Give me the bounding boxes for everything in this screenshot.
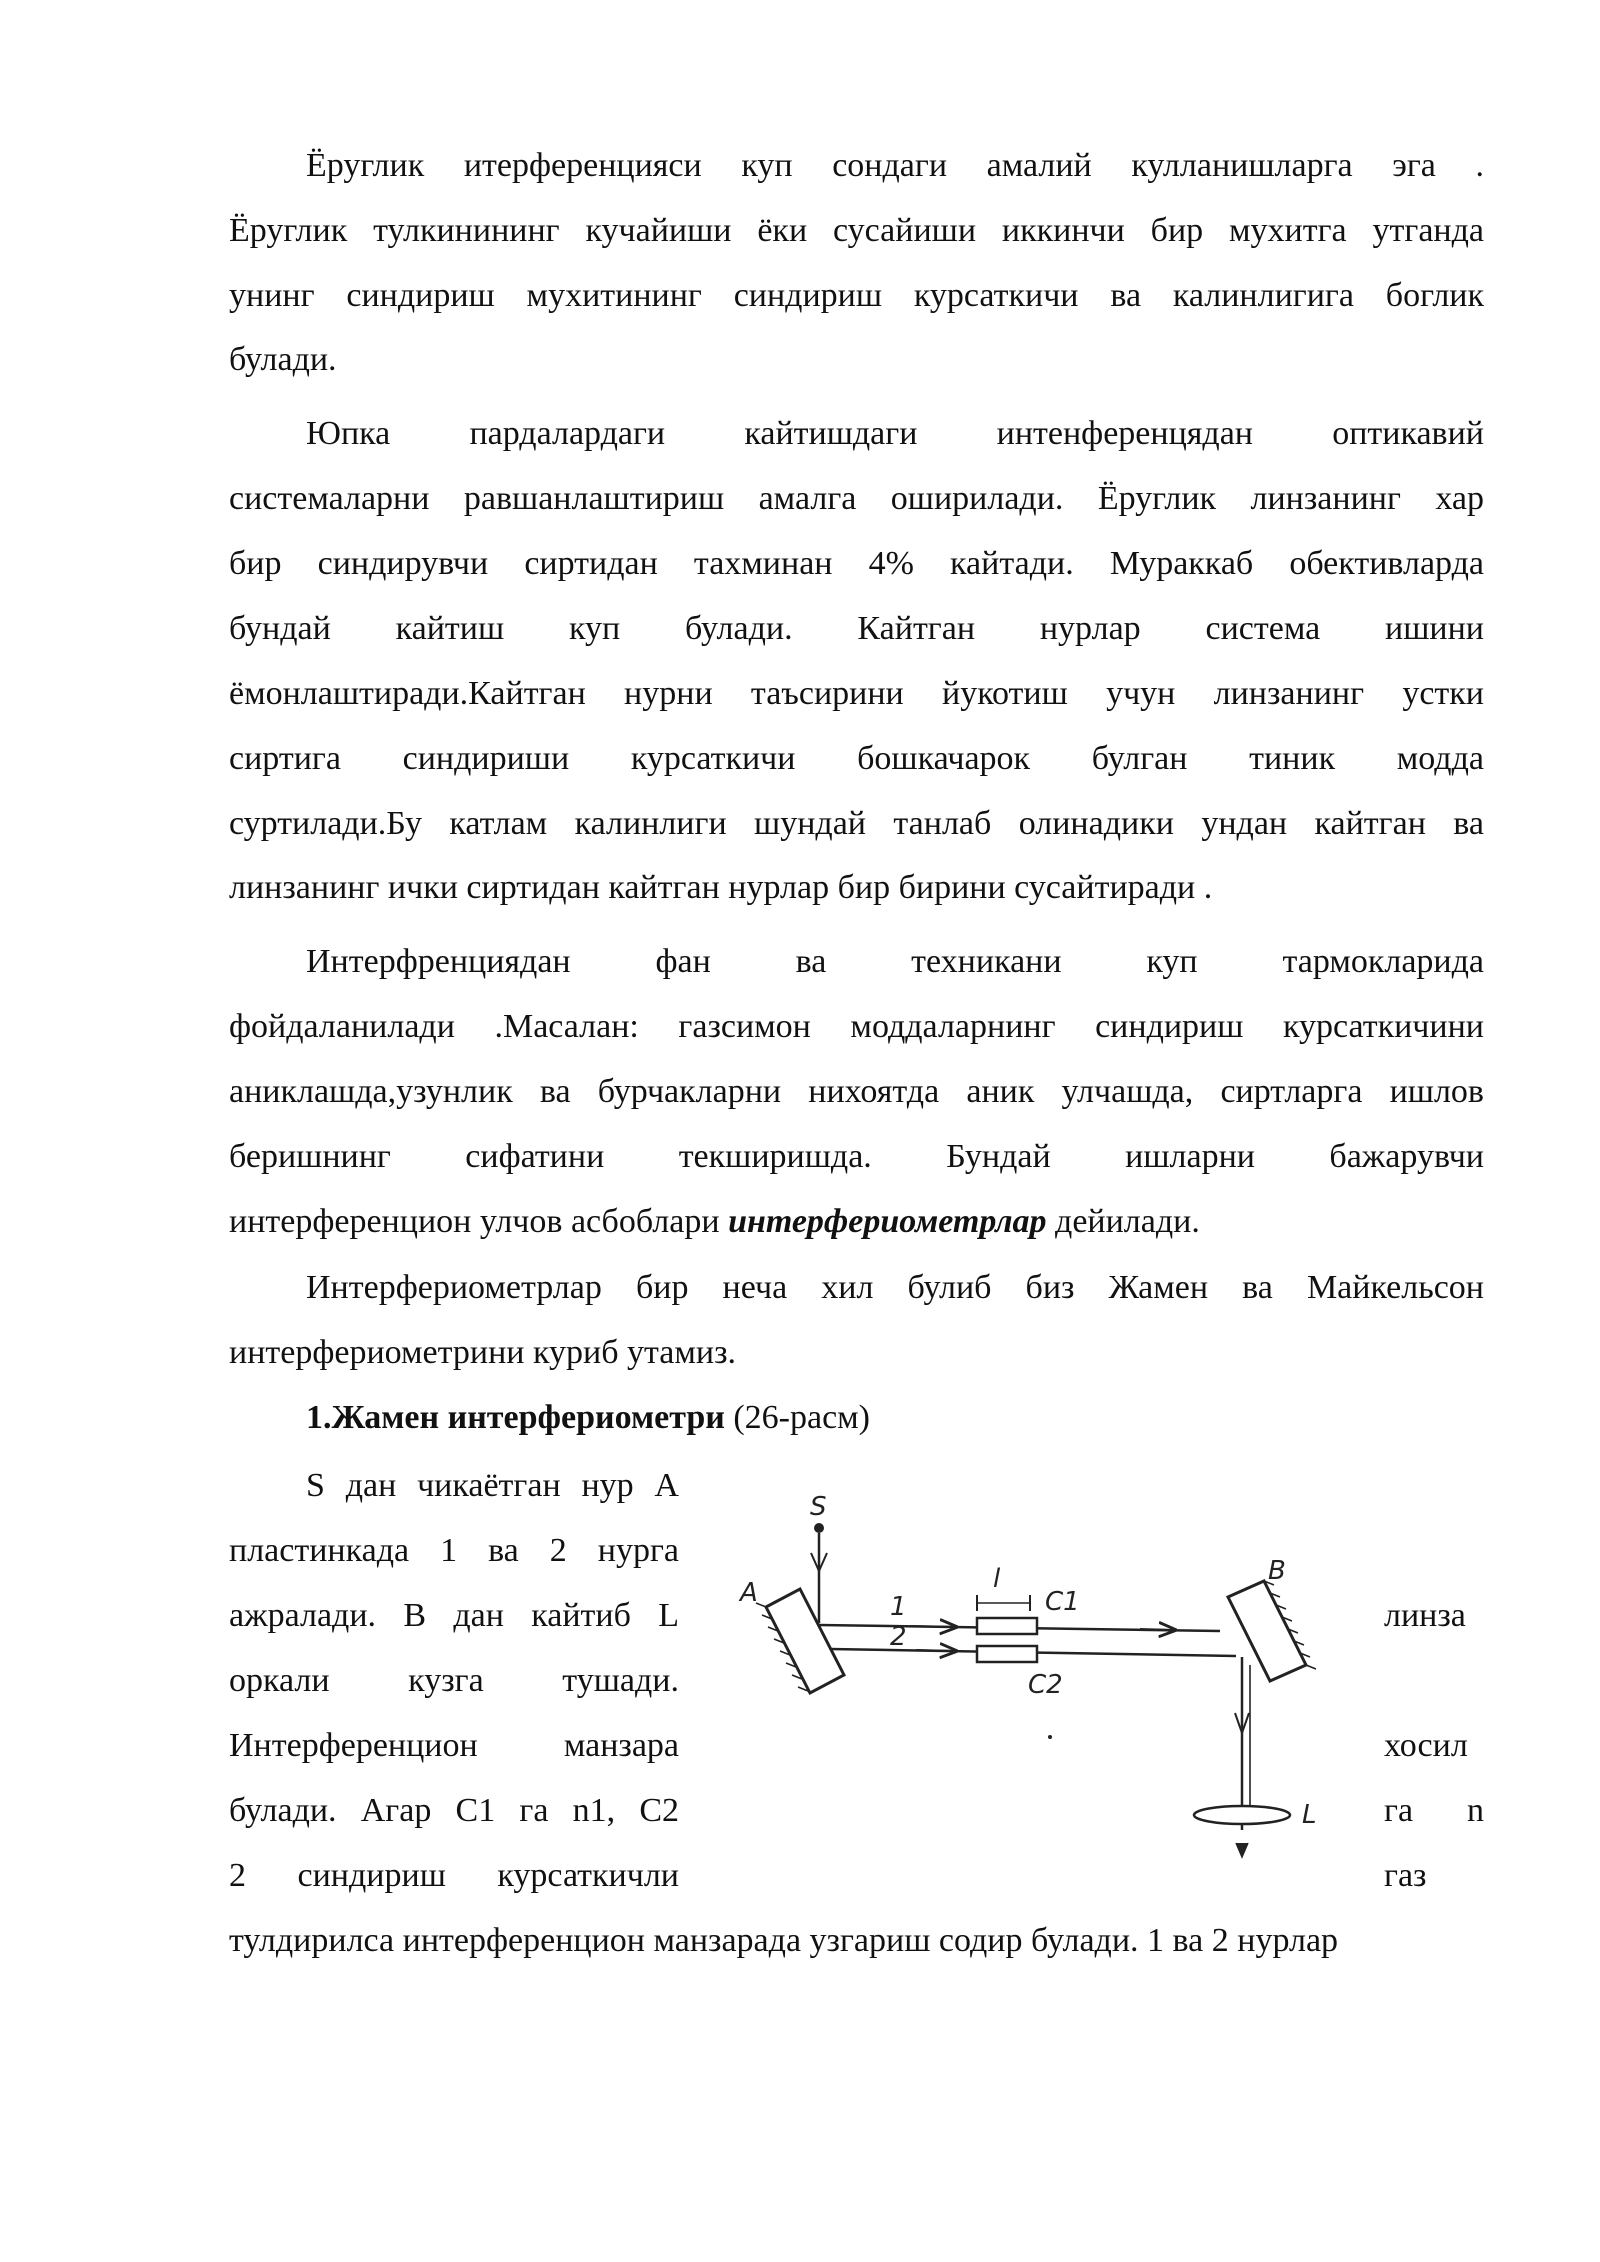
label-beam-2: 2 <box>890 1622 907 1652</box>
label-plate-a: A <box>740 1578 758 1608</box>
paragraph-1-line-3: унинг синдириш мухитининг синдириш курсаткичи ва калинлигига боглик <box>229 277 1484 314</box>
paragraph-2-line-6: сиртига синдириши курсаткичи бошкачарок булган тиник модда <box>229 740 1484 777</box>
paragraph-3-line-1: Интерфренциядан фан ва техникани куп тармокларида <box>306 943 1484 980</box>
section-title: 1.Жамен интерфериометри <box>306 1399 725 1436</box>
paragraph-2-line-7: суртилади.Бу катлам калинлиги шундай танлаб олинадики ундан кайтган ва <box>229 805 1484 842</box>
beam-1-arrow <box>910 1626 956 1627</box>
wrap-text-left: S дан чикаётган нур A <box>306 1467 679 1504</box>
beam-2-arrow <box>916 1650 956 1651</box>
wrap-text-left: Интерференцион манзара <box>229 1727 679 1764</box>
wrap-text-right: линза <box>1384 1597 1466 1634</box>
source-point <box>814 1523 824 1533</box>
text-run: дейилади. <box>1046 1203 1200 1240</box>
wrap-text-right: газ <box>1384 1857 1427 1894</box>
paragraph-2-line-1: Юпка пардалардаги кайтишдаги интенференцядан оптикавий <box>306 415 1484 452</box>
paragraph-2-line-8: линзанинг ички сиртидан кайтган нурлар бир бирини сусайтиради . <box>229 869 1213 906</box>
paragraph-4-line-1: Интерфериометрлар бир неча хил булиб биз Жамен ва Майкельсон <box>306 1269 1484 1306</box>
eye-arrow <box>1236 1843 1248 1857</box>
label-beam-1: 1 <box>890 1592 907 1622</box>
lens <box>1194 1806 1290 1824</box>
paragraph-2-line-2: системаларни равшанлаштириш амалга оширилади. Ёруглик линзанинг хар <box>229 480 1484 517</box>
paragraph-4-line-2: интерфериометрини куриб утамиз. <box>229 1334 737 1371</box>
paragraph-3-line-4: беришнинг сифатини текширишда. Бундай ишларни бажарувчи <box>229 1138 1484 1175</box>
wrap-text-left: булади. Агар C1 га n1, C2 <box>229 1792 679 1829</box>
paragraph-2-line-5: ёмонлаштиради.Кайтган нурни таъсирини йукотиш учун линзанинг устки <box>229 675 1484 712</box>
stray-dot <box>1048 1735 1052 1739</box>
label-c2: C2 <box>1028 1670 1063 1700</box>
label-length: l <box>993 1564 1001 1594</box>
label-plate-b: B <box>1268 1556 1286 1586</box>
chamber-c2 <box>977 1646 1037 1662</box>
paragraph-3-line-2: фойдаланилади .Масалан: газсимон моддаларнинг синдириш курсаткичини <box>229 1008 1484 1045</box>
wrap-text-left: пластинкада 1 ва 2 нурга <box>229 1532 679 1569</box>
wrap-text-right: хосил <box>1384 1727 1468 1764</box>
beam-1-arrow-right <box>1140 1629 1175 1630</box>
label-source: S <box>810 1492 827 1522</box>
label-lens: L <box>1302 1800 1317 1830</box>
text-run: интерференцион улчов асбоблари <box>229 1203 729 1240</box>
wrap-text-left: ажралади. B дан кайтиб L <box>229 1597 679 1634</box>
wrap-text-left: оркали кузга тушади. <box>229 1662 679 1699</box>
paragraph-3-line-5 <box>229 1202 1484 1242</box>
paragraph-5-line-1: тулдирилса интерференцион манзарада узгариш содир булади. 1 ва 2 нурлар <box>229 1922 1339 1959</box>
paragraph-1-line-2: Ёруглик тулкинининг кучайиши ёки сусайиши иккинчи бир мухитга утганда <box>229 212 1484 249</box>
paragraph-1-line-1: Ёруглик итерференцияси куп сондаги амалий кулланишларга эга . <box>306 147 1484 184</box>
paragraph-1-line-4: булади. <box>229 341 337 378</box>
paragraph-2-line-3: бир синдирувчи сиртидан тахминан 4% кайтади. Мураккаб обективларда <box>229 545 1484 582</box>
figure-reference: (26-расм) <box>724 1399 870 1436</box>
plate-a <box>756 1589 844 1693</box>
section-heading <box>306 1398 1484 1438</box>
label-c1: C1 <box>1045 1587 1080 1617</box>
paragraph-2-line-4: бундай кайтиш куп булади. Кайтган нурлар система ишини <box>229 610 1484 647</box>
wrap-text-right: га n <box>1384 1792 1484 1829</box>
jamin-interferometer-diagram <box>730 1475 1360 1875</box>
wrap-text-left: 2 синдириш курсаткичли <box>229 1857 679 1894</box>
paragraph-3-line-3: аниклашда,узунлик ва бурчакларни нихоятда аник улчашда, сиртларга ишлов <box>229 1073 1484 1110</box>
chamber-c1 <box>977 1618 1037 1634</box>
emphasized-term: интерфериометрлар <box>728 1203 1047 1240</box>
